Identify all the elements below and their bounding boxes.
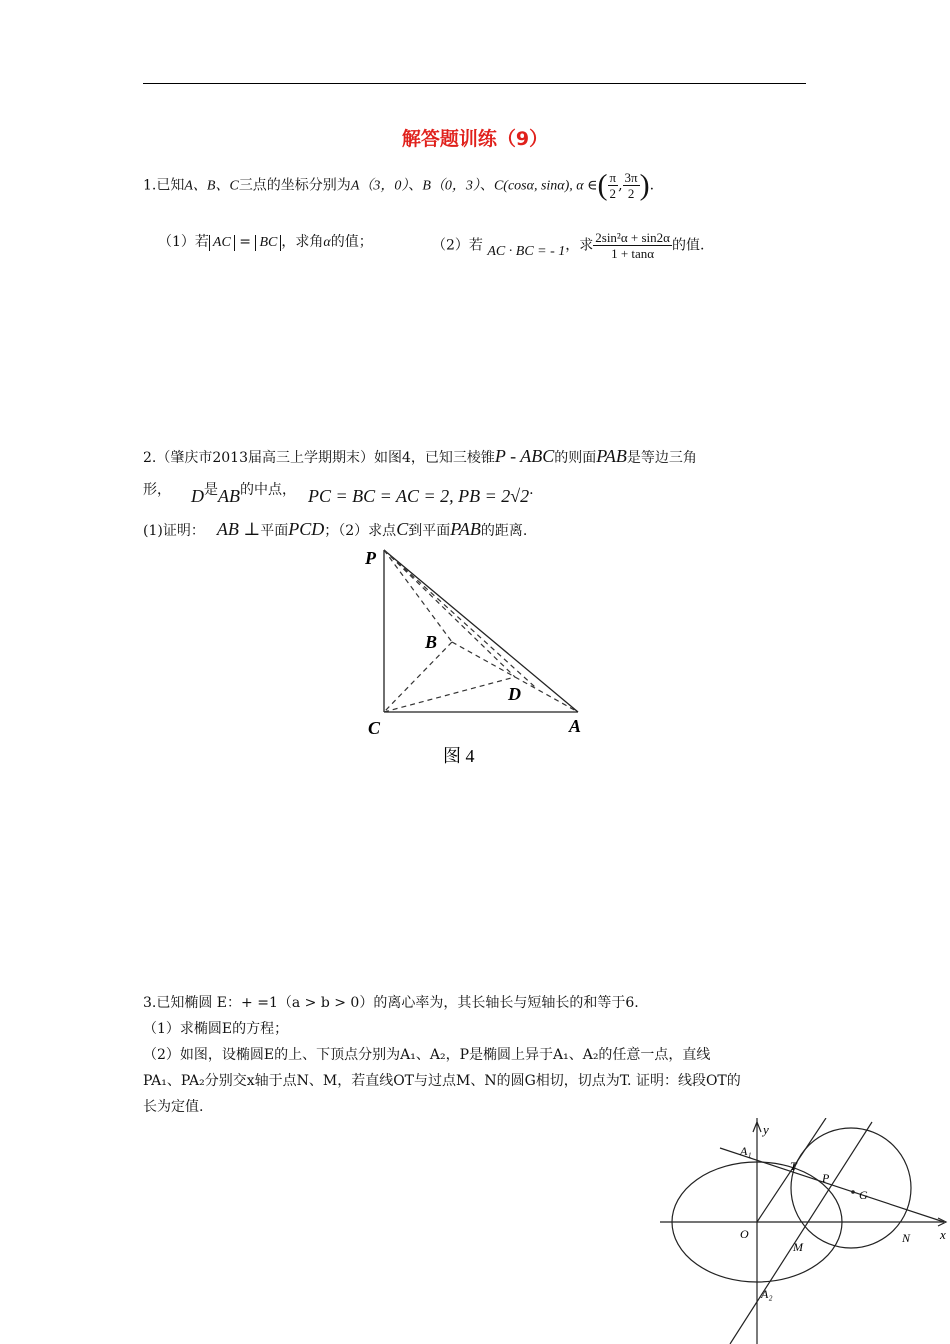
- q2-line2: [143, 478, 534, 506]
- q3-line4: PA₁、PA₂分别交x轴于点N、M，若直线OT与过点M、N的圆G相切，切点为T. 证明：线段OT的: [143, 1073, 741, 1089]
- fraction-pi-over-2: [608, 170, 619, 201]
- q2-text: 形，: [143, 482, 171, 498]
- segment-cd: [384, 677, 515, 712]
- header-rule: [143, 83, 806, 84]
- q3-line3: （2）如图，设椭圆E的上、下顶点分别为A₁、A₂，P是椭圆上异于A₁、A₂的任意一点，直线: [143, 1047, 711, 1063]
- point-c: C: [396, 519, 409, 539]
- tetrahedron-figure: [355, 542, 605, 777]
- q1-sep: 、: [408, 177, 423, 194]
- q2-given-lengths: PC = BC = AC = 2, PB = 2√2: [308, 486, 530, 506]
- fraction-3pi-over-2: [623, 170, 640, 201]
- q3-line5: 长为定值.: [143, 1099, 204, 1115]
- plane-pab: PAB: [450, 519, 481, 539]
- label-b: B: [425, 632, 438, 652]
- q1-intro: 1.已知: [143, 177, 185, 194]
- q1-point-b: B（0，3）: [422, 178, 480, 194]
- q2-text: 到平面: [408, 523, 451, 539]
- ab-perp: AB ⊥: [216, 519, 261, 539]
- q1-points: A、B、C: [184, 178, 239, 194]
- face-pab: PAB: [596, 446, 627, 466]
- denominator: 1 + tanα: [611, 246, 655, 261]
- q2-line1: [143, 446, 697, 468]
- q1-part2-fraction: [593, 230, 672, 261]
- edge-bc: [384, 642, 452, 712]
- label-p: P: [365, 548, 376, 568]
- alpha-symbol: α: [323, 235, 331, 250]
- label-o: O: [740, 1227, 749, 1241]
- right-paren: ): [639, 168, 650, 202]
- q2-text: 的距离.: [480, 523, 528, 539]
- period: .: [649, 177, 655, 194]
- q1-part1-ask: ，求角: [281, 234, 324, 250]
- q1-part1-label: （1）若: [158, 234, 209, 250]
- edge-pa: [384, 550, 578, 712]
- figure-caption: 图 4: [443, 746, 475, 766]
- segment-pd-aux: [384, 550, 535, 687]
- abs-bc: BC: [255, 235, 281, 251]
- numerator: 2sin²α + sin2α: [595, 230, 670, 245]
- ellipse-figure: [660, 1118, 950, 1344]
- label-a1: A₁: [740, 1144, 752, 1158]
- left-paren: (: [597, 168, 608, 202]
- segment-pd: [384, 550, 515, 677]
- label-x: x: [940, 1227, 946, 1242]
- label-g: G: [859, 1188, 868, 1202]
- q2-intro: 2.（肇庆市2013届高三上学期期末）如图4，已知三棱锥: [143, 450, 495, 466]
- q1-sep: 、: [479, 177, 494, 194]
- point-d: D: [191, 486, 204, 506]
- equals-sign: =: [239, 234, 251, 250]
- label-d: D: [508, 684, 521, 704]
- q1-point-a: A（3，0）: [350, 178, 409, 194]
- tetrahedron-name: P - ABC: [494, 446, 555, 466]
- denominator: 2: [627, 186, 635, 201]
- q2-text: 是等边三角: [626, 450, 697, 466]
- label-y: y: [763, 1122, 769, 1137]
- q1-coords-text: 三点的坐标分别为: [238, 177, 351, 194]
- period: .: [529, 482, 534, 498]
- q1-point-c: C: [493, 178, 504, 194]
- q3-line1: 3.已知椭圆 E：+ =1（a > b > 0）的离心率为，其长轴长与短轴长的和等于6.: [143, 995, 639, 1011]
- numerator: π: [609, 170, 617, 185]
- q1-part2-end: 的值.: [671, 237, 705, 254]
- label-t: T: [790, 1159, 797, 1173]
- q1-part2-label: （2）若: [432, 237, 483, 254]
- q2-text: 的中点，: [240, 482, 296, 498]
- label-m: M: [793, 1240, 803, 1254]
- q2-text: 是: [204, 482, 218, 498]
- q1-part2-ask: ，求: [565, 237, 594, 254]
- denominator: 2: [609, 186, 617, 201]
- page-title: 解答题训练（9）: [401, 128, 549, 150]
- plane-pcd: PCD: [288, 519, 325, 539]
- q1-point-c-coord: (cosα, sinα), α ∈: [503, 178, 598, 194]
- q2-part1-label: (1)证明：: [143, 523, 205, 539]
- q1-statement: 1.已知A、B、C三点的坐标分别为A（3，0）、B（0，3）、C(cosα, sinα), α ∈( $\frac{\pi}{2}$ , $\frac{3\pi}{2}$ ).: [143, 168, 655, 202]
- q1-part2: [432, 230, 704, 261]
- numerator: 3π: [624, 170, 638, 185]
- q1-part2-dot-product: AC · BC = - 1: [487, 243, 566, 259]
- q2-text: ；（2）求点: [324, 523, 397, 539]
- q3-line2: （1）求椭圆E的方程；: [143, 1021, 289, 1037]
- q1-part1-end: 的值；: [330, 234, 373, 250]
- abs-ac: AC: [209, 235, 235, 251]
- edge-pb: [384, 550, 452, 642]
- segment-ab: AB: [218, 486, 240, 506]
- label-a2: A₂: [761, 1287, 773, 1301]
- center-g-dot: [851, 1190, 855, 1194]
- q2-text: 平面: [260, 523, 289, 539]
- circle-g: [791, 1128, 911, 1248]
- label-c: C: [368, 718, 381, 738]
- label-n: N: [902, 1231, 911, 1245]
- q1-part1: [158, 232, 373, 253]
- q2-line3: [143, 519, 527, 541]
- label-p: P: [822, 1171, 830, 1185]
- label-a: A: [569, 716, 582, 736]
- q2-text: 的则面: [554, 450, 597, 466]
